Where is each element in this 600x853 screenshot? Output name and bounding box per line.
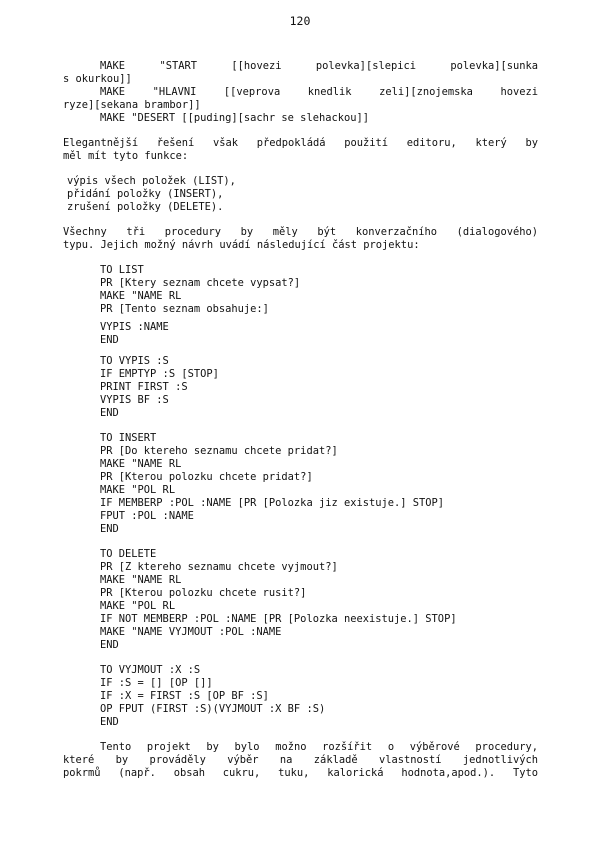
paragraph-1-line-1: Elegantnější řešení však předpokládá použití editoru, který by [63, 137, 538, 149]
code-line: TO VYJMOUT :X :S [100, 664, 201, 676]
code-line: FPUT :POL :NAME [100, 510, 194, 522]
make-start-line-2: s okurkou]] [63, 73, 132, 85]
paragraph-1-line-2: měl mít tyto funkce: [63, 150, 189, 162]
code-line: TO DELETE [100, 548, 157, 560]
paragraph-2-line-2: typu. Jejich možný návrh uvádí následující část projektu: [63, 239, 420, 251]
code-line: PR [Kterou polozku chcete rusit?] [100, 587, 307, 599]
code-line: END [100, 716, 119, 728]
function-list-item: zrušení položky (DELETE). [67, 201, 224, 213]
code-line: END [100, 523, 119, 535]
page-number: 120 [289, 14, 311, 28]
make-start-line-1: MAKE "START [[hovezi polevka][slepici polevka][sunka [100, 60, 538, 72]
code-line: IF NOT MEMBERP :POL :NAME [PR [Polozka neexistuje.] STOP] [100, 613, 457, 625]
paragraph-3-line-1: Tento projekt by bylo možno rozšířit o výběrové procedury, [100, 741, 538, 753]
code-line: VYPIS BF :S [100, 394, 169, 406]
code-line: IF :S = [] [OP []] [100, 677, 213, 689]
code-line: PRINT FIRST :S [100, 381, 188, 393]
code-line: IF MEMBERP :POL :NAME [PR [Polozka jiz existuje.] STOP] [100, 497, 445, 509]
code-line: IF :X = FIRST :S [OP BF :S] [100, 690, 269, 702]
code-line: PR [Kterou polozku chcete pridat?] [100, 471, 313, 483]
code-line: END [100, 407, 119, 419]
paragraph-3-line-3: pokrmů (např. obsah cukru, tuku, kalorická hodnota,apod.). Tyto [63, 767, 538, 779]
make-hlavni-line-1: MAKE "HLAVNI [[veprova knedlik zeli][znojemska hovezi [100, 86, 538, 98]
code-line: MAKE "POL RL [100, 484, 176, 496]
code-line: END [100, 334, 119, 346]
code-line: MAKE "NAME RL [100, 458, 182, 470]
code-line: VYPIS :NAME [100, 321, 169, 333]
code-line: PR [Do ktereho seznamu chcete pridat?] [100, 445, 338, 457]
code-line: MAKE "NAME VYJMOUT :POL :NAME [100, 626, 282, 638]
code-line: IF EMPTYP :S [STOP] [100, 368, 219, 380]
function-list-item: přidání položky (INSERT), [67, 188, 224, 200]
code-line: PR [Z ktereho seznamu chcete vyjmout?] [100, 561, 338, 573]
code-line: MAKE "NAME RL [100, 290, 182, 302]
code-line: PR [Ktery seznam chcete vypsat?] [100, 277, 301, 289]
code-line: END [100, 639, 119, 651]
make-hlavni-line-2: ryze][sekana brambor]] [63, 99, 201, 111]
code-line: PR [Tento seznam obsahuje:] [100, 303, 269, 315]
paragraph-3-line-2: které by prováděly výběr na základě vlastností jednotlivých [63, 754, 538, 766]
code-line: OP FPUT (FIRST :S)(VYJMOUT :X BF :S) [100, 703, 326, 715]
paragraph-2-line-1: Všechny tři procedury by měly být konverzačního (dialogového) [63, 226, 538, 238]
code-line: MAKE "NAME RL [100, 574, 182, 586]
function-list-item: výpis všech položek (LIST), [67, 175, 236, 187]
code-line: TO VYPIS :S [100, 355, 169, 367]
make-desert-line: MAKE "DESERT [[puding][sachr se slehackou]] [100, 112, 369, 124]
code-line: TO LIST [100, 264, 144, 276]
code-line: TO INSERT [100, 432, 157, 444]
code-line: MAKE "POL RL [100, 600, 176, 612]
